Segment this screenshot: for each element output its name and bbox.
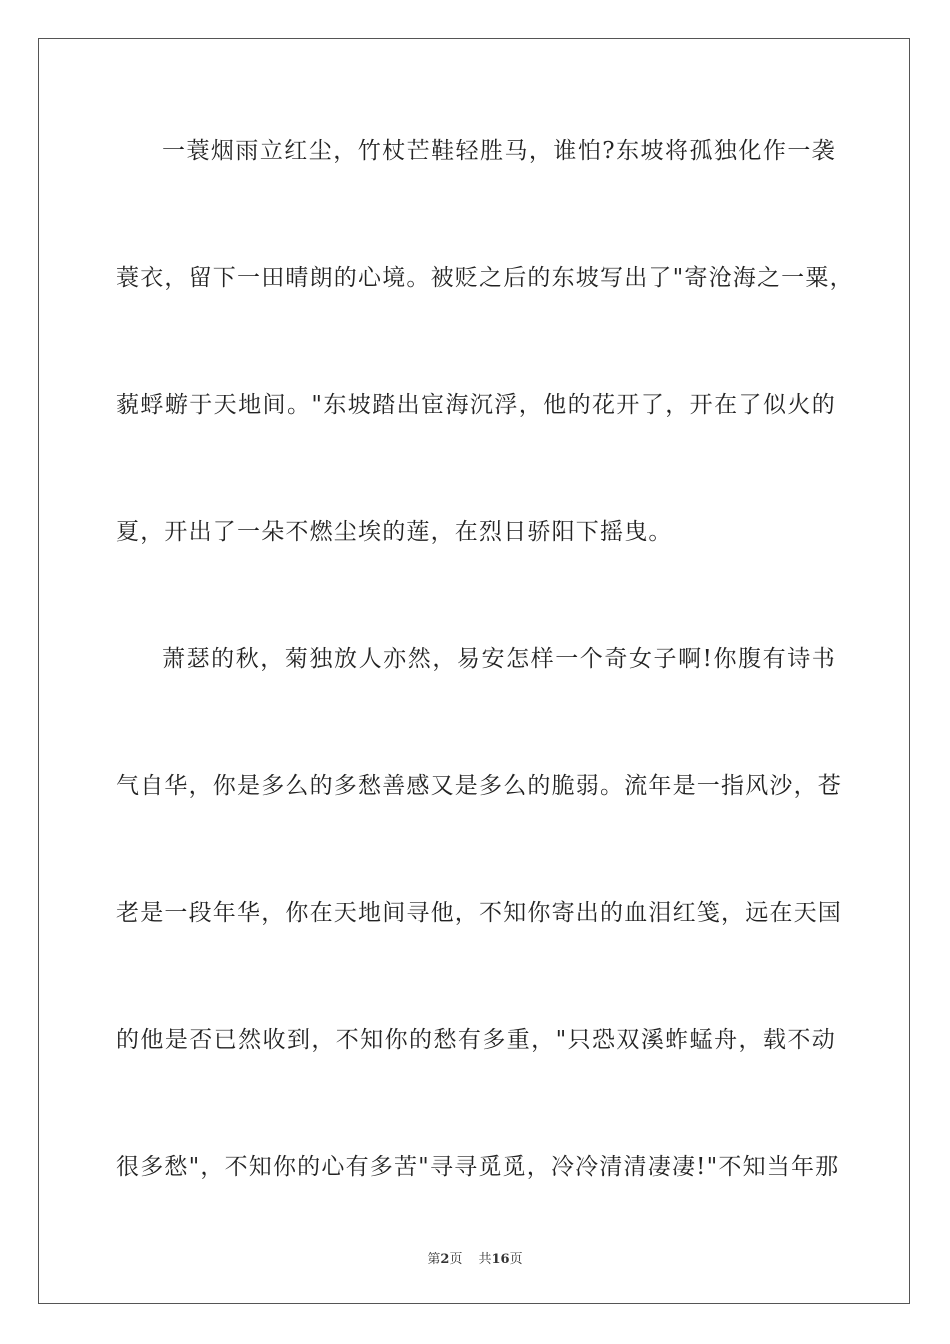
- page-prefix: 第: [427, 1252, 441, 1267]
- document-body: [116, 118, 854, 1261]
- paragraph-2-line-5: 很多愁"，不知你的心有多苦"寻寻觅觅，冷冷清清凄凄!"不知当年那: [116, 1154, 840, 1180]
- paragraph-1-line-4: 夏，开出了一朵不燃尘埃的莲，在烈日骄阳下摇曳。: [116, 519, 673, 545]
- total-pages: 16: [491, 1252, 510, 1267]
- paragraph-1-line-2: 蓑衣，留下一田晴朗的心境。被贬之后的东坡写出了"寄沧海之一粟，: [116, 265, 854, 291]
- page-footer: [0, 1248, 950, 1267]
- paragraph-2-line-4: 的他是否已然收到，不知你的愁有多重，"只恐双溪蚱蜢舟，载不动: [116, 1027, 836, 1053]
- page-number: 2: [440, 1252, 450, 1267]
- total-prefix: 共: [478, 1252, 492, 1267]
- page-suffix: 页: [449, 1252, 463, 1267]
- total-suffix: 页: [509, 1252, 523, 1267]
- paragraph-2-line-3: 老是一段年华，你在天地间寻他，不知你寄出的血泪红笺，远在天国: [116, 900, 842, 926]
- paragraph-2-line-1: 萧瑟的秋，菊独放人亦然，易安怎样一个奇女子啊!你腹有诗书: [162, 646, 836, 672]
- paragraph-1-line-3: 藐蜉蝣于天地间。"东坡踏出宦海沉浮，他的花开了，开在了似火的: [116, 392, 836, 418]
- paragraph-1-line-1: 一蓑烟雨立红尘，竹杖芒鞋轻胜马，谁怕?东坡将孤独化作一袭: [162, 138, 836, 164]
- paragraph-2-line-2: 气自华，你是多么的多愁善感又是多么的脆弱。流年是一指风沙，苍: [116, 773, 842, 799]
